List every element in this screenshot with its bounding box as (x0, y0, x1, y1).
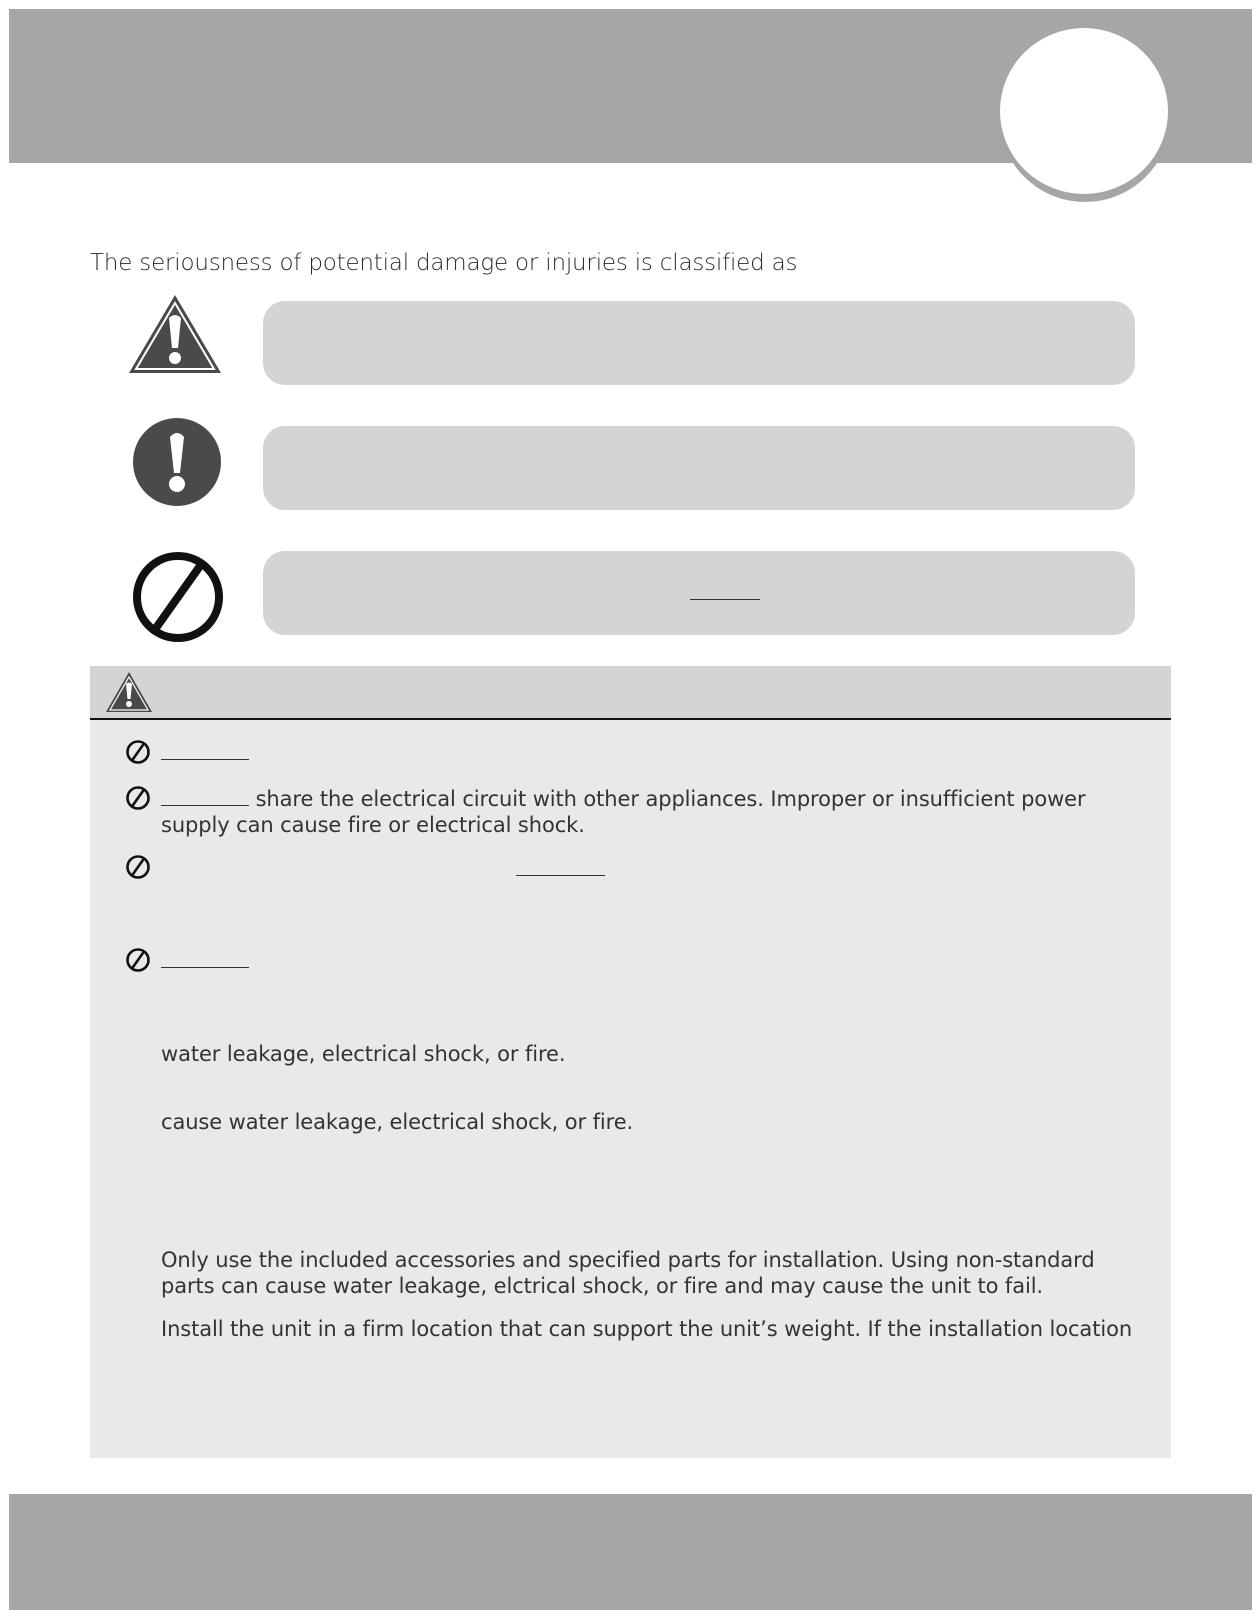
underline-mark (690, 599, 760, 600)
underline-mark (516, 875, 605, 876)
warning-triangle-icon (104, 670, 154, 714)
severity-box-warning (263, 301, 1135, 385)
warning-item-1 (161, 739, 249, 766)
blank-line (161, 947, 249, 968)
prohibited-icon (125, 854, 151, 880)
paragraph-4: Install the unit in a firm location that can support the unit’s weight. If the installation location (161, 1317, 1133, 1341)
paragraph-2: cause water leakage, electrical shock, or fire. (161, 1110, 634, 1134)
severity-box-prohibited (263, 551, 1135, 635)
warning-item-4 (161, 947, 249, 974)
blank-line (161, 785, 249, 806)
paragraph-3: Only use the included accessories and specified parts for installation. Using non-standard parts can cause water leakage, elctrical shock, or fire and may cause the unit to fail. (161, 1248, 1095, 1298)
prohibited-icon (125, 785, 151, 811)
warning-section-header (90, 666, 1171, 720)
severity-box-mandatory (263, 426, 1135, 510)
blank-line (161, 739, 249, 760)
intro-text: The seriousness of potential damage or injuries is classified as (90, 250, 798, 276)
prohibited-icon (125, 947, 151, 973)
warning-item-2: share the electrical circuit with other appliances. Improper or insufficient power supply can cause fire or electrical shock. (161, 787, 1086, 837)
page-number-circle (1000, 28, 1168, 194)
warning-triangle-icon (126, 292, 224, 376)
prohibited-icon (125, 739, 151, 765)
footer-band (9, 1494, 1252, 1610)
prohibited-icon (131, 550, 225, 644)
paragraph-1: water leakage, electrical shock, or fire. (161, 1042, 566, 1066)
mandatory-exclamation-icon (132, 417, 222, 507)
